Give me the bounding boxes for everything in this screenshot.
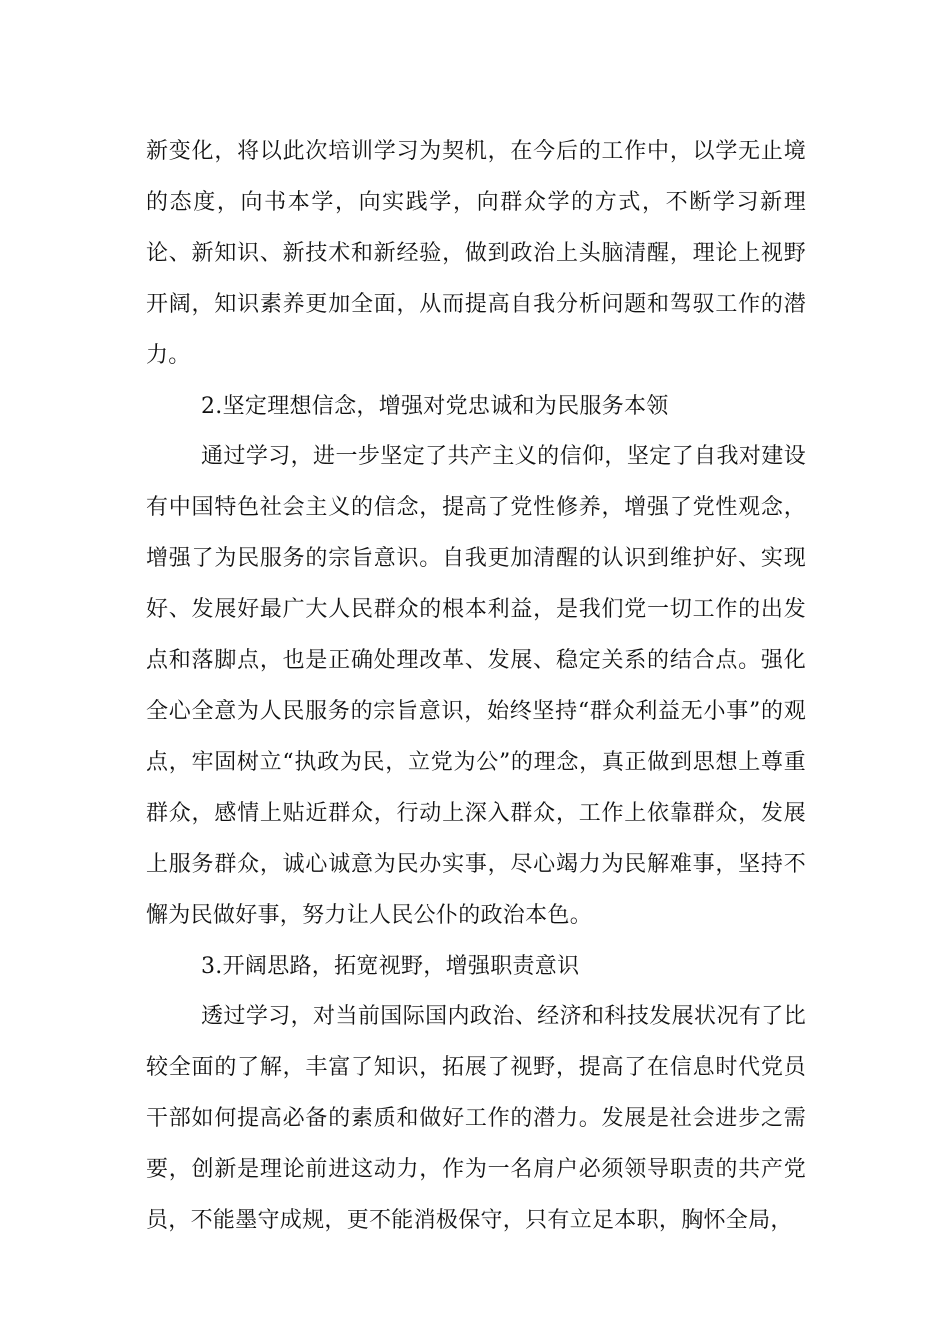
section-heading-2: 2.坚定理想信念，增强对党忠诚和为民服务本领 xyxy=(201,393,669,419)
section-heading-3: 3.开阔思路，拓宽视野，增强职责意识 xyxy=(201,953,580,979)
paragraph-ideals: 通过学习，进一步坚定了共产主义的信仰，坚定了自我对建设有中国特色社会主义的信念，提高了党性修养，增强了党性观念，增强了为民服务的宗旨意识。自我更加清醒的认识到维护好、实现好、发展好最广大人民群众的根本利益，是我们党一切工作的出发点和落脚点，也是正确处理改革、发展、稳定关系的结合点。强化全心全意为人民服务的宗旨意识，始终坚持“群众利益无小事”的观点，牢固树立“执政为民，立党为公”的理念，真正做到思想上尊重群众，感情上贴近群众，行动上深入群众，工作上依靠群众，发展上服务群众，诚心诚意为民办实事，尽心竭力为民解难事，坚持不懈为民做好事，努力让人民公仆的政治本色。 xyxy=(146,444,806,928)
paragraph-continuation: 新变化，将以此次培训学习为契机，在今后的工作中，以学无止境的态度，向书本学，向实践学，向群众学的方式，不断学习新理论、新知识、新技术和新经验，做到政治上头脑清醒，理论上视野开阔，知识素养更加全面，从而提高自我分析问题和驾驭工作的潜力。 xyxy=(146,139,806,368)
document-page xyxy=(146,127,806,1247)
paragraph-vision: 透过学习，对当前国际国内政治、经济和科技发展状况有了比较全面的了解，丰富了知识，拓展了视野，提高了在信息时代党员干部如何提高必备的素质和做好工作的潜力。发展是社会进步之需要，创新是理论前进这动力，作为一名肩户必须领导职责的共产党员，不能墨守成规，更不能消极保守，只有立足本职，胸怀全局， xyxy=(146,1004,806,1234)
